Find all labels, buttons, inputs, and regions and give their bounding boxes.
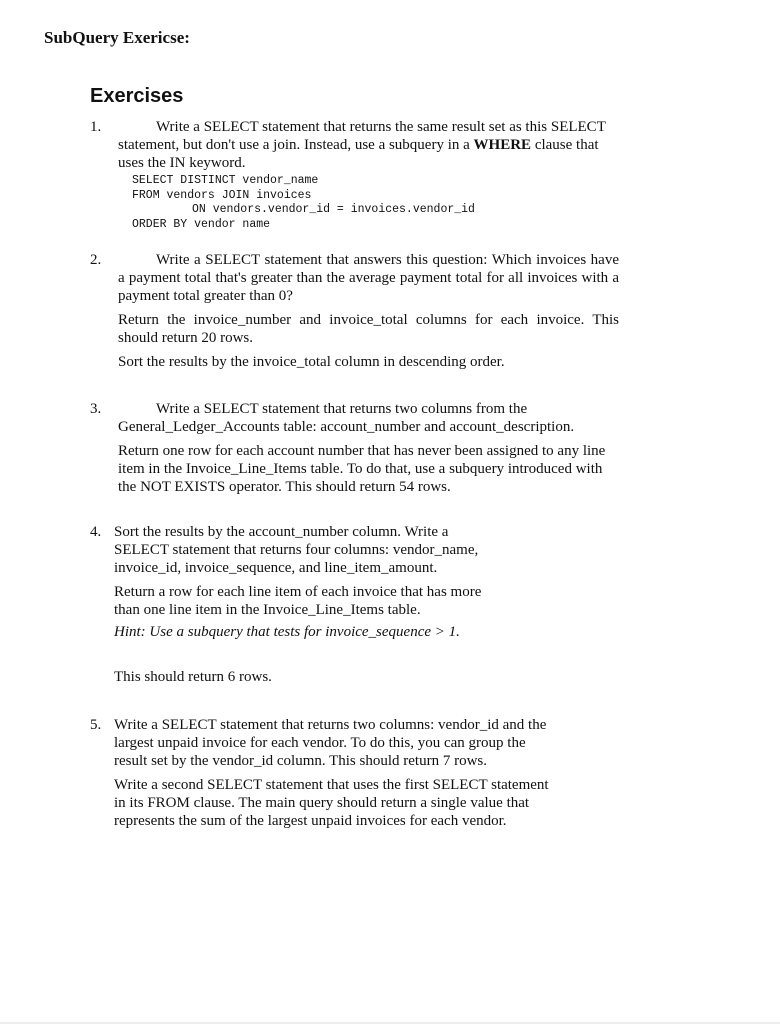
sql-code-block <box>132 174 618 232</box>
exercise-text: Write a SELECT statement that answers this question: Which invoices have a payment total that's greater than the average payment total for all invoices with a payment total greater than 0? <box>118 252 619 304</box>
exercise-text: Write a SELECT statement that returns two columns from the <box>156 401 528 417</box>
exercise-body <box>118 400 623 496</box>
code-line: ON vendors.vendor_id = invoices.vendor_id <box>192 203 475 216</box>
exercise-text: General_Ledger_Accounts table: account_number and account_description. <box>118 419 575 435</box>
exercise-body <box>114 716 556 830</box>
code-line: SELECT DISTINCT vendor_name <box>132 174 319 187</box>
code-line: ORDER BY vendor name <box>132 217 271 231</box>
exercise-body <box>118 118 618 232</box>
exercise-text: Return one row for each account number that has never been assigned to any line item in the Invoice_Line_Items table. To do that, use a subquery introduced with the NOT EXISTS operator. This should return 54 rows. <box>118 443 606 495</box>
exercise-text: This should return 6 rows. <box>114 669 272 685</box>
exercise-number: 3. <box>90 401 102 417</box>
exercise-text: Sort the results by the invoice_total column in descending order. <box>118 354 505 370</box>
exercise-body <box>114 523 486 686</box>
section-heading: Exercises <box>90 85 184 107</box>
code-line: FROM vendors JOIN invoices <box>132 188 312 202</box>
exercise-hint: Hint: Use a subquery that tests for invoice_sequence > 1. <box>114 624 460 640</box>
exercise-text: Sort the results by the account_number column. Write a SELECT statement that returns four columns: vendor_name, invoice_id, invoice_sequence, and line_item_amount. <box>114 524 479 576</box>
exercise-text: Write a SELECT statement that returns two columns: vendor_id and the largest unpaid invoice for each vendor. To do this, you can group the result set by the vendor_id column. This should return 7 rows. <box>114 717 547 769</box>
exercise-text: Return a row for each line item of each invoice that has more than one line item in the Invoice_Line_Items table. <box>114 584 482 618</box>
exercise-text: Write a second SELECT statement that uses the first SELECT statement in its FROM clause. The main query should return a single value that represents the sum of the largest unpaid invoices for each vendor. <box>114 777 549 829</box>
exercise-text: Return the invoice_number and invoice_total columns for each invoice. This should return 20 rows. <box>118 312 619 346</box>
exercise-body <box>118 251 619 371</box>
keyword-where: WHERE <box>473 137 532 153</box>
exercise-number: 5. <box>90 717 102 733</box>
exercise-number: 2. <box>90 252 102 268</box>
exercise-number: 4. <box>90 524 102 540</box>
exercise-number: 1. <box>90 119 102 135</box>
exercise-text: Write a SELECT statement that returns the same result set as this SELECT statement, but don't use a join. Instead, use a subquery in a WHERE clause that uses the IN keyword. <box>118 119 606 171</box>
document-title: SubQuery Exericse: <box>44 28 190 47</box>
